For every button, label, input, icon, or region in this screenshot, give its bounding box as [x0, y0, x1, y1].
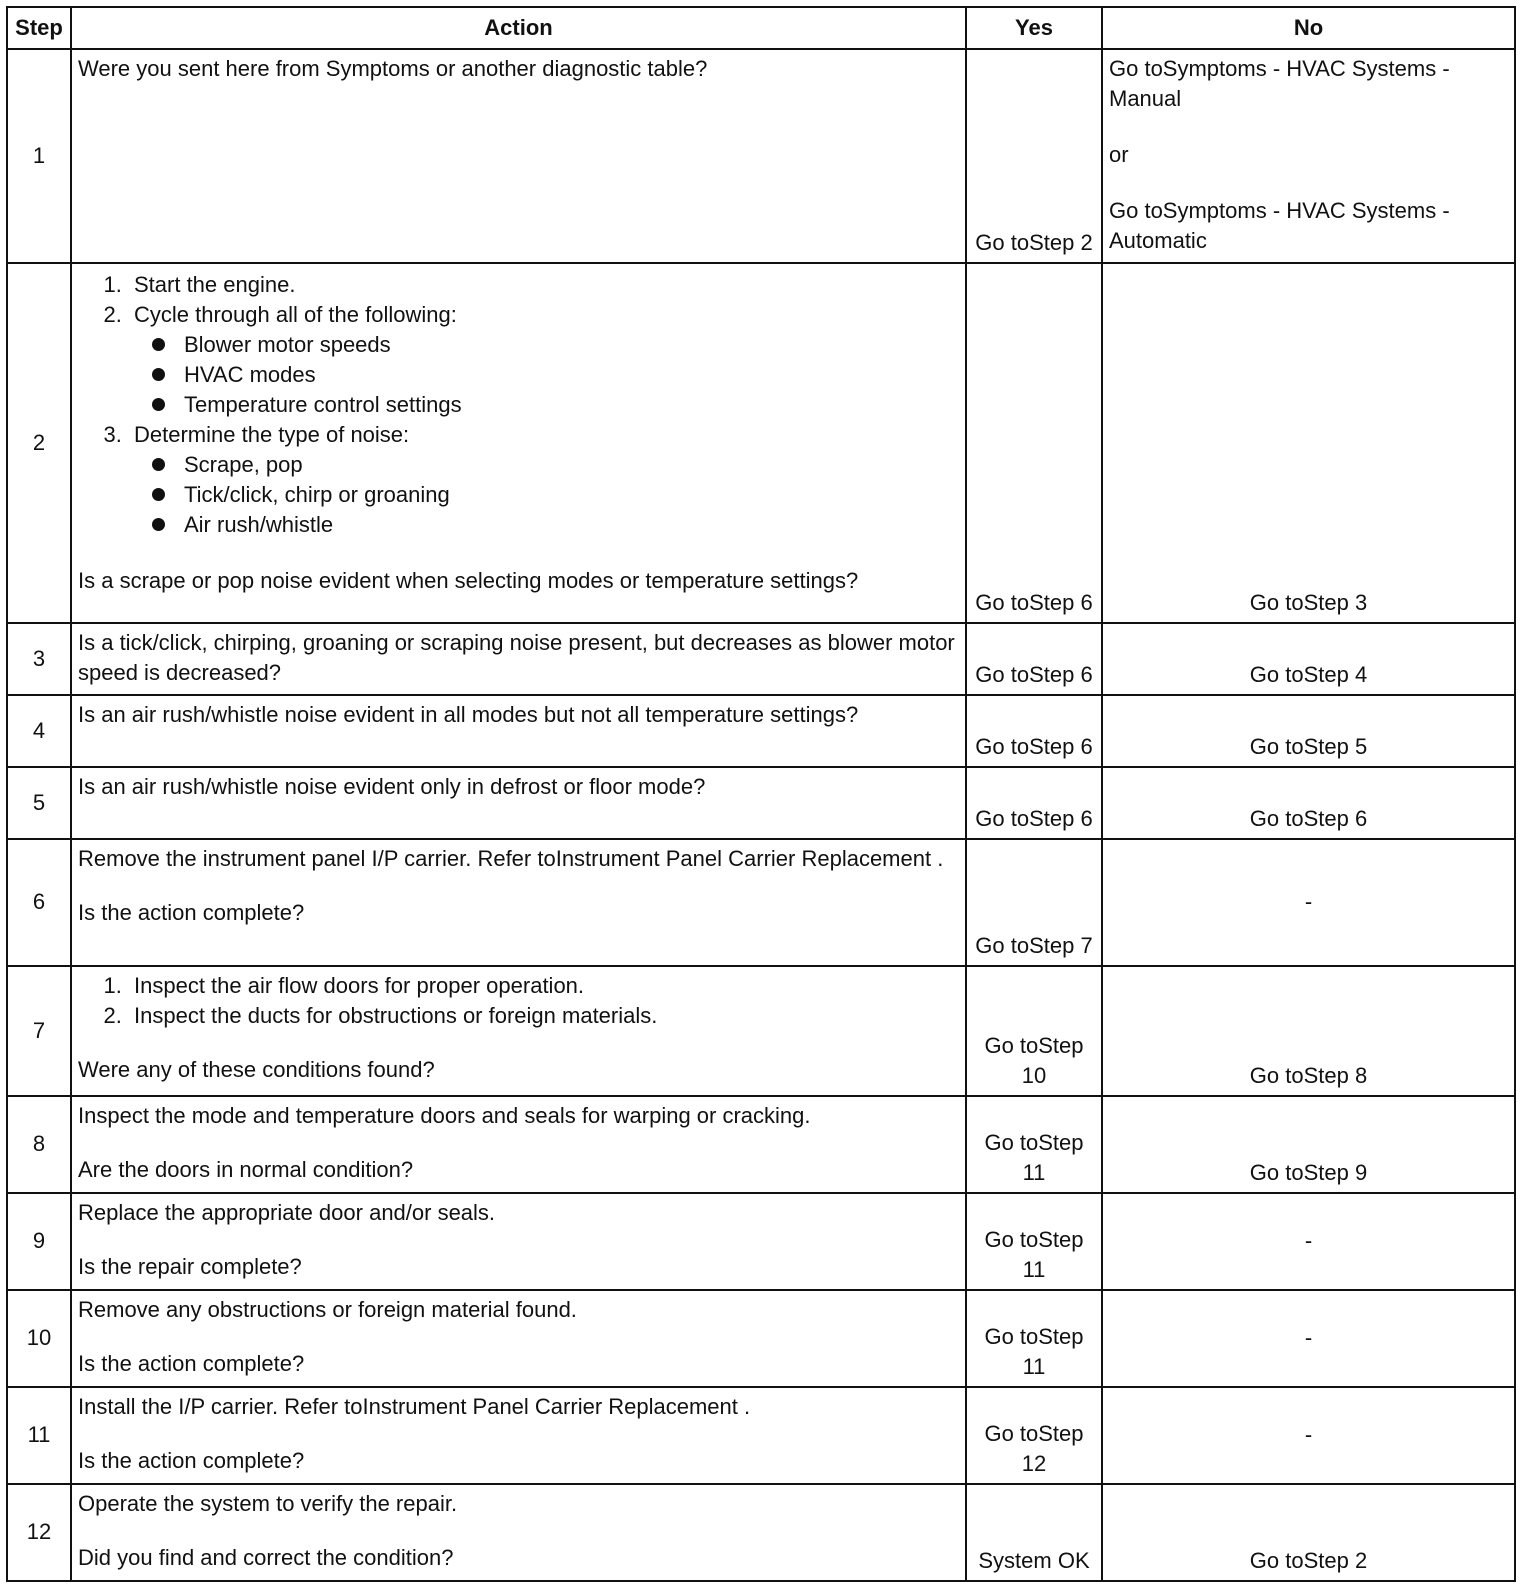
step-number: 3 [7, 623, 71, 695]
yes-cell: Go toStep 2 [966, 49, 1102, 263]
action-steps [78, 971, 959, 1031]
step-number: 12 [7, 1484, 71, 1581]
step-number: 2 [7, 263, 71, 623]
table-row [7, 966, 1515, 1095]
bullet-item: Air rush/whistle [182, 510, 959, 540]
no-cell: Go toStep 2 [1102, 1484, 1515, 1581]
step-number: 11 [7, 1387, 71, 1484]
action-step-item: 2. Inspect the ducts for obstructions or foreign materials. [128, 1001, 959, 1031]
header-action: Action [71, 7, 966, 49]
no-option-manual: Go toSymptoms - HVAC Systems - Manual [1109, 56, 1450, 111]
action-cell [71, 1387, 966, 1484]
step-number: 7 [7, 966, 71, 1095]
no-cell: Go toStep 5 [1102, 695, 1515, 767]
action-cell [71, 839, 966, 966]
yes-cell: Go toStep 11 [966, 1193, 1102, 1290]
action-instruction: Remove any obstructions or foreign material found. [78, 1296, 577, 1322]
step-number: 6 [7, 839, 71, 966]
no-cell: - [1102, 1290, 1515, 1387]
action-question: Is the action complete? [78, 1447, 305, 1473]
action-step-item: 1. Inspect the air flow doors for proper operation. [128, 971, 959, 1001]
action-cell: Were you sent here from Symptoms or another diagnostic table? [71, 49, 966, 263]
action-question: Is the repair complete? [78, 1253, 302, 1279]
bullet-item: Tick/click, chirp or groaning [182, 480, 959, 510]
table-row [7, 49, 1515, 263]
bullet-item: Temperature control settings [182, 390, 959, 420]
header-yes: Yes [966, 7, 1102, 49]
action-cell [71, 1193, 966, 1290]
action-step-item: 3. Determine the type of noise: Scrape, pop Tick/click, chirp or groaning Air rush/whistle [128, 420, 959, 540]
table-row [7, 1096, 1515, 1193]
no-cell: Go toStep 3 [1102, 263, 1515, 623]
no-cell: - [1102, 1193, 1515, 1290]
no-cell: Go toStep 4 [1102, 623, 1515, 695]
action-instruction: Operate the system to verify the repair. [78, 1490, 458, 1516]
action-cell [71, 263, 966, 623]
step-number: 10 [7, 1290, 71, 1387]
bullet-list [134, 450, 959, 540]
action-question: Is the action complete? [78, 1350, 305, 1376]
no-cell: Go toStep 9 [1102, 1096, 1515, 1193]
no-cell: Go toStep 6 [1102, 767, 1515, 839]
yes-cell: Go toStep 6 [966, 263, 1102, 623]
action-cell [71, 966, 966, 1095]
action-instruction: Remove the instrument panel I/P carrier. Refer toInstrument Panel Carrier Replacement . [78, 845, 944, 871]
no-cell: - [1102, 839, 1515, 966]
yes-cell: Go toStep 6 [966, 767, 1102, 839]
action-cell [71, 1484, 966, 1581]
action-question: Were any of these conditions found? [78, 1057, 435, 1083]
action-question: Is the action complete? [78, 899, 305, 925]
no-option-automatic: Go toSymptoms - HVAC Systems - Automatic [1109, 198, 1450, 253]
table-row [7, 1387, 1515, 1484]
table-row [7, 623, 1515, 695]
table-row [7, 695, 1515, 767]
step-number: 8 [7, 1096, 71, 1193]
step-number: 9 [7, 1193, 71, 1290]
bullet-item: Scrape, pop [182, 450, 959, 480]
action-question: Is a scrape or pop noise evident when selecting modes or temperature settings? [78, 568, 859, 594]
table-row [7, 1193, 1515, 1290]
action-instruction: Install the I/P carrier. Refer toInstrument Panel Carrier Replacement . [78, 1393, 751, 1419]
bullet-item: HVAC modes [182, 360, 959, 390]
action-cell: Is a tick/click, chirping, groaning or scraping noise present, but decreases as blower motor speed is decreased? [71, 623, 966, 695]
bullet-list [134, 330, 959, 420]
no-cell [1102, 49, 1515, 263]
yes-cell: Go toStep 12 [966, 1387, 1102, 1484]
no-or-text: or [1109, 142, 1129, 167]
action-question: Did you find and correct the condition? [78, 1544, 454, 1570]
step-number: 5 [7, 767, 71, 839]
action-cell: Is an air rush/whistle noise evident in all modes but not all temperature settings? [71, 695, 966, 767]
header-row [7, 7, 1515, 49]
header-step: Step [7, 7, 71, 49]
action-cell [71, 1096, 966, 1193]
step-number: 4 [7, 695, 71, 767]
action-cell: Is an air rush/whistle noise evident only in defrost or floor mode? [71, 767, 966, 839]
yes-cell: Go toStep 6 [966, 695, 1102, 767]
table-row [7, 839, 1515, 966]
yes-cell: Go toStep 11 [966, 1290, 1102, 1387]
action-instruction: Inspect the mode and temperature doors and seals for warping or cracking. [78, 1102, 811, 1128]
table-row [7, 1290, 1515, 1387]
bullet-item: Blower motor speeds [182, 330, 959, 360]
yes-cell: System OK [966, 1484, 1102, 1581]
action-steps [78, 270, 959, 540]
action-instruction: Replace the appropriate door and/or seals. [78, 1199, 496, 1225]
diagnostic-table [6, 6, 1516, 1582]
no-cell: - [1102, 1387, 1515, 1484]
table-row [7, 1484, 1515, 1581]
table-row [7, 263, 1515, 623]
yes-cell: Go toStep 11 [966, 1096, 1102, 1193]
action-step-item: 2. Cycle through all of the following: Blower motor speeds HVAC modes Temperature control settings [128, 300, 959, 420]
yes-cell: Go toStep 10 [966, 966, 1102, 1095]
no-cell: Go toStep 8 [1102, 966, 1515, 1095]
yes-cell: Go toStep 7 [966, 839, 1102, 966]
step-number: 1 [7, 49, 71, 263]
table-row [7, 767, 1515, 839]
action-step-item: 1. Start the engine. [128, 270, 959, 300]
yes-cell: Go toStep 6 [966, 623, 1102, 695]
action-question: Are the doors in normal condition? [78, 1156, 414, 1182]
header-no: No [1102, 7, 1515, 49]
action-cell [71, 1290, 966, 1387]
